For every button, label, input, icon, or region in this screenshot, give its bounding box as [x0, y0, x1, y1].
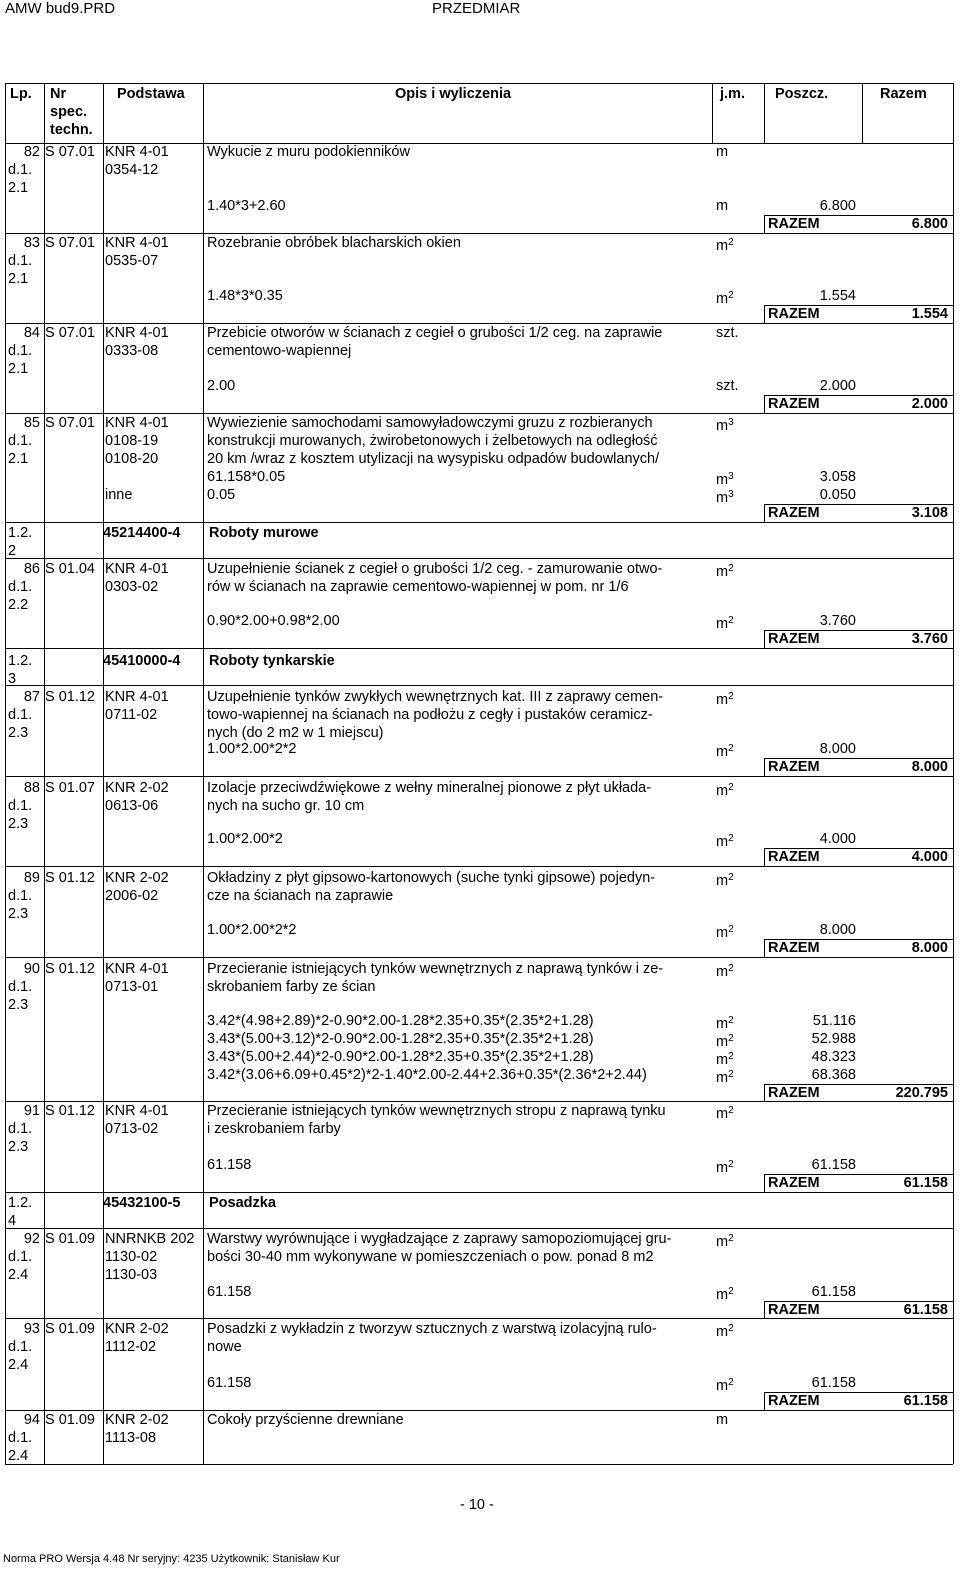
calculation-unit: $m^2$ [716, 290, 734, 307]
description-line: nych na sucho gr. 10 cm [207, 798, 365, 814]
row-separator [5, 522, 953, 523]
calculation-value: 61.158 [811, 1375, 856, 1391]
razem-value: 61.158 [903, 1175, 948, 1191]
razem-value: 8.000 [911, 759, 948, 775]
item-number: 89 [23, 870, 40, 886]
item-number: 93 [23, 1321, 40, 1337]
row-separator [5, 1228, 953, 1229]
spec-code: S 01.07 [45, 780, 95, 796]
unit: $m^2$ [716, 782, 734, 799]
col-poszcz: Poszcz. [775, 86, 829, 102]
spec-code-2: d.1. [8, 1121, 33, 1137]
item-number: 84 [23, 325, 40, 341]
calculation-unit: $m^2$ [716, 1015, 734, 1032]
calculation-unit: $m^2$ [716, 615, 734, 632]
description-line: Okładziny z płyt gipsowo-kartonowych (suche tynki gipsowe) pojedyn- [207, 870, 656, 886]
section-code: 45432100-5 [103, 1195, 181, 1211]
calculation-unit: $m^2$ [716, 743, 734, 760]
spec-code-3: 2.3 [8, 997, 29, 1013]
unit: $m^2$ [716, 963, 734, 980]
razem-label: RAZEM [768, 396, 820, 412]
spec-code-3: 2.3 [8, 816, 29, 832]
column-separator [764, 1174, 765, 1192]
basis-code: KNR 2-02 [105, 1321, 169, 1337]
spec-code: S 01.04 [45, 561, 95, 577]
page-number: - 10 - [460, 1497, 494, 1513]
section-code: 45214400-4 [103, 525, 181, 541]
row-separator [5, 776, 953, 777]
razem-label: RAZEM [768, 1302, 820, 1318]
razem-label: RAZEM [768, 849, 820, 865]
description-line: bości 30-40 mm wykonywane w pomieszczeniach o pow. ponad 8 m2 [207, 1249, 654, 1265]
description-line: cze na ścianach na zaprawie [207, 888, 394, 904]
razem-label: RAZEM [768, 940, 820, 956]
column-separator [764, 1084, 765, 1102]
basis-code-2: 0108-19 [105, 433, 159, 449]
spec-code-3: 2.1 [8, 180, 29, 196]
item-number: 85 [23, 415, 40, 431]
unit: $m^2$ [716, 1323, 734, 1340]
spec-code: S 01.12 [45, 961, 95, 977]
calculation-unit: $m^2$ [716, 833, 734, 850]
calculation-value: 3.760 [819, 613, 856, 629]
spec-code: S 01.12 [45, 689, 95, 705]
razem-label: RAZEM [768, 306, 820, 322]
description-line: Przebicie otworów w ścianach z cegieł o grubości 1/2 ceg. na zaprawie [207, 325, 663, 341]
razem-label: RAZEM [768, 1393, 820, 1409]
item-number: 91 [23, 1103, 40, 1119]
spec-code-3: 2.3 [8, 725, 29, 741]
basis-code-3: 0108-20 [105, 451, 159, 467]
basis-code: KNR 2-02 [105, 780, 169, 796]
calculation-unit: $m^2$ [716, 1069, 734, 1086]
spec-code: S 07.01 [45, 325, 95, 341]
calculation-unit: $m^3$ [716, 489, 734, 506]
section-title: Roboty murowe [209, 525, 319, 541]
basis-code-2: 0354-12 [105, 162, 159, 178]
section-code: 45410000-4 [103, 653, 181, 669]
column-separator [712, 83, 713, 143]
column-separator [764, 83, 765, 143]
column-separator [764, 758, 765, 776]
spec-code-2: d.1. [8, 888, 33, 904]
item-number: 86 [23, 561, 40, 577]
spec-code: S 01.12 [45, 1103, 95, 1119]
calculation-line: 61.158*0.05 [207, 469, 286, 485]
section-number: 1.2. [8, 1195, 33, 1211]
calculation-value: 4.000 [819, 831, 856, 847]
spec-code-3: 2.4 [8, 1448, 29, 1464]
basis-code: KNR 4-01 [105, 235, 169, 251]
column-separator [103, 143, 104, 1464]
description-line: Uzupełnienie tynków zwykłych wewnętrznych kat. III z zaprawy cemen- [207, 689, 664, 705]
spec-code: S 07.01 [45, 144, 95, 160]
section-number-2: 2 [8, 543, 17, 559]
spec-code-2: d.1. [8, 1430, 33, 1446]
basis-code-2: 1113-08 [105, 1430, 157, 1446]
calculation-line: 61.158 [207, 1375, 252, 1391]
column-separator [764, 848, 765, 866]
razem-value: 220.795 [895, 1085, 948, 1101]
description-line: konstrukcji murowanych, żwirobetonowych i żelbetowych na odległość [207, 433, 658, 449]
calculation-line: 3.43*(5.00+3.12)*2-0.90*2.00-1.28*2.35+0.35*(2.35*2+1.28) [207, 1031, 594, 1047]
spec-code-3: 2.4 [8, 1267, 29, 1283]
calculation-value: 48.323 [811, 1049, 856, 1065]
razem-label: RAZEM [768, 1085, 820, 1101]
unit: $m^2$ [716, 1233, 734, 1250]
section-number-2: 4 [8, 1213, 17, 1229]
item-number: 88 [23, 780, 40, 796]
calculation-value: 1.554 [819, 288, 856, 304]
column-separator [764, 939, 765, 957]
basis-code: KNR 4-01 [105, 561, 169, 577]
item-number: 82 [23, 144, 40, 160]
description-line: Warstwy wyrównujące i wygładzające z zaprawy samopoziomującej gru- [207, 1231, 672, 1247]
basis-code-3: 1130-03 [105, 1267, 158, 1283]
basis-code-2: 0613-06 [105, 798, 159, 814]
col-nr: Nr [50, 86, 67, 102]
spec-code: S 07.01 [45, 415, 95, 431]
calculation-unit: $m^2$ [716, 1051, 734, 1068]
calculation-line: 3.43*(5.00+2.44)*2-0.90*2.00-1.28*2.35+0.35*(2.35*2+1.28) [207, 1049, 594, 1065]
spec-code-2: d.1. [8, 707, 33, 723]
description-line: Cokoły przyścienne drewniane [207, 1412, 404, 1428]
item-number: 83 [23, 235, 40, 251]
razem-label: RAZEM [768, 505, 820, 521]
section-number-2: 3 [8, 671, 17, 687]
window-title-bar [0, 0, 960, 18]
description-line: Wywiezienie samochodami samowyładowczymi gruzu z rozbieranych [207, 415, 653, 431]
unit: $m^3$ [716, 417, 734, 434]
section-number: 1.2. [8, 525, 33, 541]
basis-code-2: 0713-01 [105, 979, 159, 995]
unit: $m^2$ [716, 1105, 734, 1122]
column-separator [764, 504, 765, 522]
description-line: Przecieranie istniejących tynków wewnętrznych stropu z naprawą tynku [207, 1103, 666, 1119]
description-line: Rozebranie obróbek blacharskich okien [207, 235, 461, 251]
col-podstawa: Podstawa [117, 86, 185, 102]
row-separator [5, 83, 953, 84]
calculation-line: 61.158 [207, 1157, 252, 1173]
calculation-value: 61.158 [811, 1284, 856, 1300]
col-lp: Lp. [10, 86, 32, 102]
spec-code-3: 2.3 [8, 906, 29, 922]
calculation-unit: $m^2$ [716, 1159, 734, 1176]
col-opis: Opis i wyliczenia [395, 86, 512, 102]
column-separator [764, 395, 765, 413]
spec-code-3: 2.2 [8, 597, 29, 613]
item-number: 90 [23, 961, 40, 977]
spec-code-3: 2.1 [8, 271, 29, 287]
calculation-line: 3.42*(3.06+6.09+0.45*2)*2-1.40*2.00-2.44+2.36+0.35*(2.36*2+2.44) [207, 1067, 647, 1083]
row-separator [5, 957, 953, 958]
column-separator [44, 83, 45, 143]
razem-value: 6.800 [911, 216, 948, 232]
calculation-value: 3.058 [819, 469, 856, 485]
calculation-line: 1.48*3*0.35 [207, 288, 283, 304]
description-line: rów w ścianach na zaprawie cementowo-wapiennej w pom. nr 1/6 [207, 579, 629, 595]
razem-label: RAZEM [768, 631, 820, 647]
spec-code-3: 2.3 [8, 1139, 29, 1155]
calculation-line: 1.00*2.00*2 [207, 831, 283, 847]
description-line: Wykucie z muru podokienników [207, 144, 410, 160]
calculation-line: 1.00*2.00*2*2 [207, 741, 297, 757]
basis-code: KNR 4-01 [105, 1103, 169, 1119]
calculation-line: 1.40*3+2.60 [207, 198, 286, 214]
calculation-value: 51.116 [812, 1013, 856, 1029]
unit: m [716, 1412, 729, 1428]
basis-code-2: 1112-02 [105, 1339, 157, 1355]
section-number: 1.2. [8, 653, 33, 669]
calculation-value: 0.050 [819, 487, 856, 503]
column-separator [764, 1392, 765, 1410]
description-line: skrobaniem farby ze ścian [207, 979, 376, 995]
spec-code-2: d.1. [8, 162, 33, 178]
col-razem: Razem [880, 86, 927, 102]
col-nr-spec: spec. [50, 104, 88, 120]
calculation-value: 6.800 [819, 198, 856, 214]
description-line: Posadzki z wykładzin z tworzyw sztucznych z warstwą izolacyjną rulo- [207, 1321, 657, 1337]
section-title: Posadzka [209, 1195, 276, 1211]
calculation-line: 61.158 [207, 1284, 252, 1300]
column-separator [203, 83, 204, 143]
calculation-unit: szt. [716, 378, 739, 394]
calculation-line: 0.05 [207, 487, 236, 503]
column-separator [862, 83, 863, 143]
col-nr-techn: techn. [50, 122, 93, 138]
unit: m [716, 144, 729, 160]
column-separator [764, 630, 765, 648]
razem-label: RAZEM [768, 216, 820, 232]
calculation-unit: $m^2$ [716, 1377, 734, 1394]
basis-code-2: 1130-02 [105, 1249, 158, 1265]
spec-code-3: 2.4 [8, 1357, 29, 1373]
row-separator [5, 1464, 953, 1465]
basis-code: KNR 4-01 [105, 415, 169, 431]
calculation-line: 3.42*(4.98+2.89)*2-0.90*2.00-1.28*2.35+0.35*(2.35*2+1.28) [207, 1013, 594, 1029]
item-number: 94 [23, 1412, 40, 1428]
razem-value: 3.108 [911, 505, 948, 521]
description-line: Uzupełnienie ścianek z cegieł o grubości 1/2 ceg. - zamurowanie otwo- [207, 561, 663, 577]
basis-code-2: 0713-02 [105, 1121, 159, 1137]
col-jm: j.m. [720, 86, 745, 102]
razem-label: RAZEM [768, 1175, 820, 1191]
basis-code-2: 0535-07 [105, 253, 159, 269]
basis-code: KNR 2-02 [105, 1412, 169, 1428]
basis-code-2: 0303-02 [105, 579, 159, 595]
spec-code: S 01.12 [45, 870, 95, 886]
description-line: nowe [207, 1339, 242, 1355]
spec-code-2: d.1. [8, 1249, 33, 1265]
item-number: 92 [23, 1231, 40, 1247]
spec-code: S 01.09 [45, 1321, 95, 1337]
calculation-value: 8.000 [819, 922, 856, 938]
spec-code-2: d.1. [8, 253, 33, 269]
calculation-line: 2.00 [207, 378, 236, 394]
calculation-value: 68.368 [811, 1067, 856, 1083]
basis-code: KNR 4-01 [105, 325, 169, 341]
row-separator [5, 685, 953, 686]
razem-value: 8.000 [911, 940, 948, 956]
column-separator [103, 83, 104, 143]
razem-value: 2.000 [911, 396, 948, 412]
app-title: AMW bud9.PRD [5, 0, 116, 17]
description-line: Izolacje przeciwdźwiękowe z wełny mineralnej pionowe z płyt układa- [207, 780, 652, 796]
razem-value: 3.760 [911, 631, 948, 647]
unit: szt. [716, 325, 739, 341]
spec-code-2: d.1. [8, 798, 33, 814]
column-separator [764, 1301, 765, 1319]
razem-value: 1.554 [911, 306, 948, 322]
spec-code: S 01.09 [45, 1231, 95, 1247]
column-separator [764, 215, 765, 233]
basis-code: KNR 2-02 [105, 870, 169, 886]
calculation-unit: $m^2$ [716, 1286, 734, 1303]
basis-code-4: inne [105, 487, 133, 503]
description-line: 20 km /wraz z kosztem utylizacji na wysypisku odpadów budowlanych/ [207, 451, 660, 467]
item-number: 87 [23, 689, 40, 705]
spec-code: S 01.09 [45, 1412, 95, 1428]
basis-code-2: 0711-02 [105, 707, 158, 723]
spec-code: S 07.01 [45, 235, 95, 251]
razem-value: 61.158 [903, 1302, 948, 1318]
calculation-unit: $m^2$ [716, 924, 734, 941]
basis-code-2: 2006-02 [105, 888, 159, 904]
calculation-line: 1.00*2.00*2*2 [207, 922, 297, 938]
spec-code-3: 2.1 [8, 361, 29, 377]
column-separator [5, 83, 6, 1464]
razem-value: 4.000 [911, 849, 948, 865]
basis-code: KNR 4-01 [105, 961, 169, 977]
description-line: i zeskrobaniem farby [207, 1121, 341, 1137]
row-separator [5, 1192, 953, 1193]
row-separator [5, 648, 953, 649]
unit: $m^2$ [716, 563, 734, 580]
status-bar-text: Norma PRO Wersja 4.48 Nr seryjny: 4235 Użytkownik: Stanisław Kur [3, 1553, 340, 1565]
calculation-line: 0.90*2.00+0.98*2.00 [207, 613, 340, 629]
basis-code-2: 0333-08 [105, 343, 159, 359]
spec-code-2: d.1. [8, 979, 33, 995]
spec-code-2: d.1. [8, 433, 33, 449]
basis-code: KNR 4-01 [105, 689, 169, 705]
calculation-value: 8.000 [819, 741, 856, 757]
description-line: towo-wapiennej na ścianach na podłożu z cegły i pustaków ceramicz- [207, 707, 653, 723]
calculation-value: 61.158 [811, 1157, 856, 1173]
spec-code-2: d.1. [8, 343, 33, 359]
unit: $m^2$ [716, 872, 734, 889]
row-separator [5, 558, 953, 559]
unit: $m^2$ [716, 237, 734, 254]
column-separator [203, 143, 204, 1464]
document-title: PRZEDMIAR [432, 0, 521, 17]
unit: $m^2$ [716, 691, 734, 708]
column-separator [764, 305, 765, 323]
basis-code: NNRNKB 202 [105, 1231, 195, 1247]
row-separator [5, 866, 953, 867]
basis-code: KNR 4-01 [105, 144, 169, 160]
section-title: Roboty tynkarskie [209, 653, 335, 669]
razem-value: 61.158 [903, 1393, 948, 1409]
spec-code-2: d.1. [8, 579, 33, 595]
calculation-value: 2.000 [819, 378, 856, 394]
spec-code-2: d.1. [8, 1339, 33, 1355]
razem-label: RAZEM [768, 759, 820, 775]
calculation-unit: m [716, 198, 729, 214]
calculation-unit: $m^3$ [716, 471, 734, 488]
calculation-unit: $m^2$ [716, 1033, 734, 1050]
description-line: nych (do 2 m2 w 1 miejscu) [207, 725, 384, 741]
calculation-value: 52.988 [811, 1031, 856, 1047]
spec-code-3: 2.1 [8, 451, 29, 467]
description-line: cementowo-wapiennej [207, 343, 352, 359]
column-separator [953, 83, 954, 1464]
description-line: Przecieranie istniejących tynków wewnętrznych z naprawą tynków i ze- [207, 961, 664, 977]
